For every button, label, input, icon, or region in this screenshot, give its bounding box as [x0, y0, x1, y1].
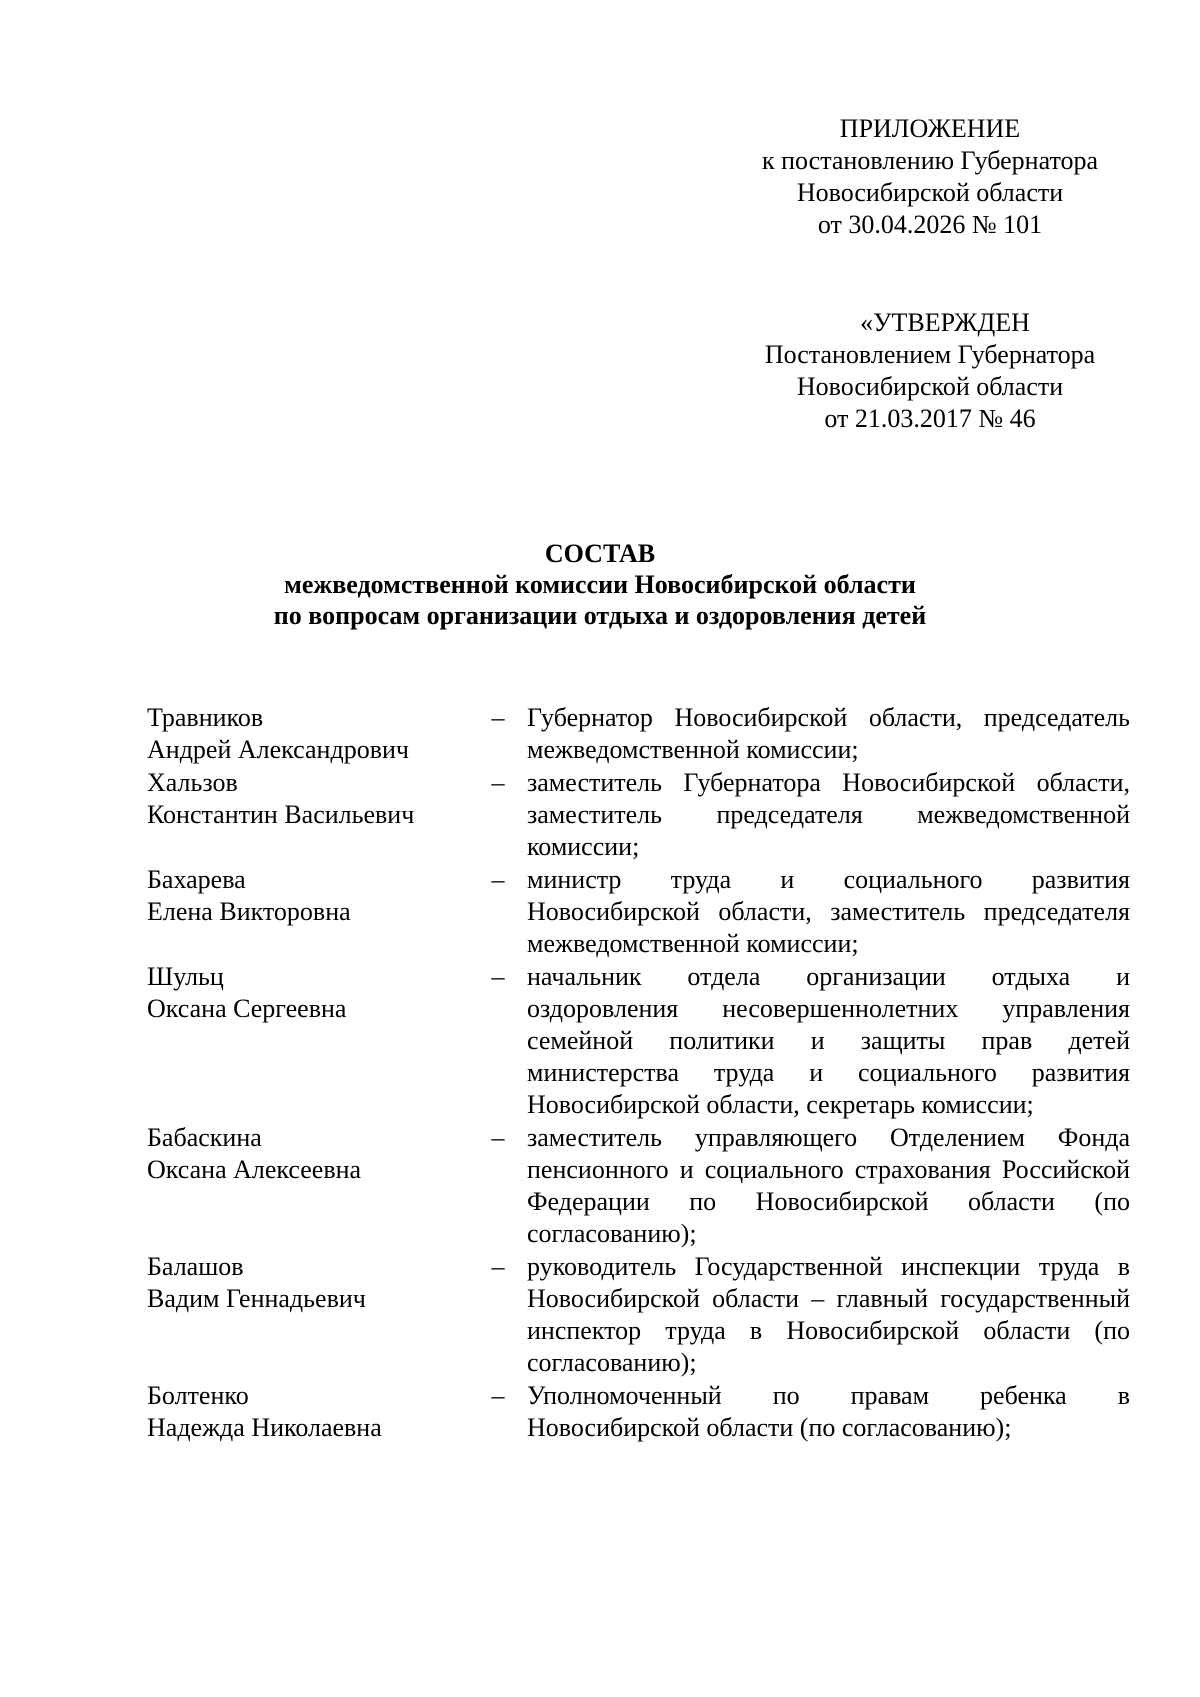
member-given-names: Вадим Геннадьевич	[147, 1284, 366, 1313]
member-given-names: Надежда Николаевна	[147, 1413, 382, 1442]
member-surname: Балашов	[147, 1252, 244, 1281]
member-role: Уполномоченный по правам ребенка в Новосибирской области (по согласованию);	[527, 1381, 1130, 1442]
member-dash: –	[491, 865, 505, 894]
approved-title: «УТВЕРЖДЕН	[860, 308, 1030, 337]
member-row	[147, 1380, 1130, 1444]
member-role: начальник отдела организации отдыха и оздоровления несовершеннолетних управления семейной политики и защиты прав детей министерства труда и социального развития Новосибирской области, секретарь комиссии;	[527, 962, 1130, 1119]
member-role: заместитель управляющего Отделением Фонда пенсионного и социального страхования Российской Федерации по Новосибирской области (по согласованию);	[527, 1123, 1130, 1248]
member-row	[147, 767, 1130, 863]
appendix-date-number: от 30.04.2026 № 101	[817, 210, 1043, 239]
member-given-names: Оксана Сергеевна	[147, 994, 347, 1023]
document-heading	[100, 538, 1100, 631]
member-dash: –	[491, 768, 505, 797]
member-name	[147, 1122, 467, 1186]
member-given-names: Оксана Алексеевна	[147, 1155, 362, 1184]
member-dash: –	[491, 962, 505, 991]
member-surname: Травников	[147, 703, 264, 732]
member-dash: –	[491, 1123, 505, 1152]
heading-title: СОСТАВ	[544, 539, 656, 568]
approved-date-number: от 21.03.2017 № 46	[824, 404, 1036, 433]
member-name	[147, 864, 467, 928]
heading-subtitle: межведомственной комиссии Новосибирской области	[284, 570, 916, 599]
appendix-block	[720, 113, 1140, 241]
approved-line: Постановлением Губернатора	[764, 340, 1096, 369]
member-name	[147, 1380, 467, 1444]
member-dash: –	[491, 1252, 505, 1281]
approved-block	[720, 307, 1140, 435]
member-surname: Бахарева	[147, 865, 246, 894]
members-list	[147, 702, 1130, 1445]
member-name	[147, 961, 467, 1025]
appendix-title: ПРИЛОЖЕНИЕ	[839, 114, 1021, 143]
member-role: Губернатор Новосибирской области, председатель межведомственной комиссии;	[527, 703, 1130, 764]
member-given-names: Андрей Александрович	[147, 735, 409, 764]
member-surname: Болтенко	[147, 1381, 249, 1410]
member-row	[147, 702, 1130, 766]
member-given-names: Елена Викторовна	[147, 897, 351, 926]
member-row	[147, 1122, 1130, 1250]
member-name	[147, 702, 467, 766]
member-surname: Шульц	[147, 962, 224, 991]
member-dash: –	[491, 703, 505, 732]
member-name	[147, 1251, 467, 1315]
member-name	[147, 767, 467, 831]
member-row	[147, 864, 1130, 960]
member-dash: –	[491, 1381, 505, 1410]
member-row	[147, 961, 1130, 1121]
member-role: руководитель Государственной инспекции труда в Новосибирской области – главный государственный инспектор труда в Новосибирской области (по согласованию);	[527, 1252, 1130, 1377]
member-row	[147, 1251, 1130, 1379]
approved-line: Новосибирской области	[796, 372, 1064, 401]
appendix-line: к постановлению Губернатора	[761, 146, 1099, 175]
heading-subtitle: по вопросам организации отдыха и оздоровления детей	[273, 601, 927, 630]
member-role: министр труда и социального развития Новосибирской области, заместитель председателя межведомственной комиссии;	[527, 865, 1130, 958]
member-role: заместитель Губернатора Новосибирской области, заместитель председателя межведомственной комиссии;	[527, 768, 1130, 861]
member-surname: Хальзов	[147, 768, 238, 797]
member-surname: Бабаскина	[147, 1123, 262, 1152]
appendix-line: Новосибирской области	[796, 178, 1064, 207]
member-given-names: Константин Васильевич	[147, 800, 415, 829]
